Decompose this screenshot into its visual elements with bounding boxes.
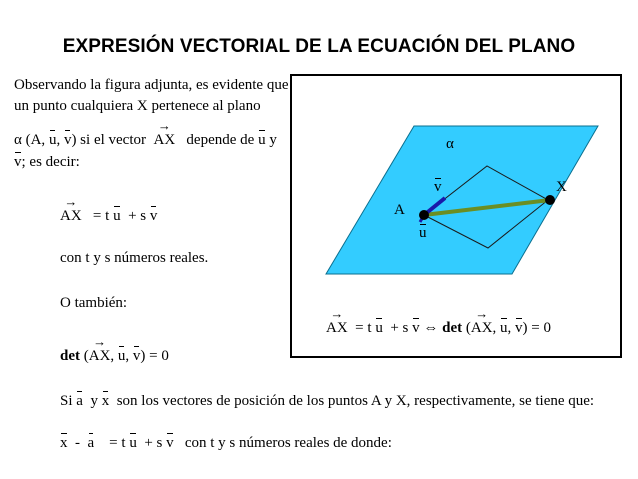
bottom-line-2 xyxy=(60,434,392,452)
vector-v: v xyxy=(63,132,72,148)
plane-alpha xyxy=(326,126,598,274)
label-alpha: α xyxy=(446,136,454,152)
vector-u: u xyxy=(375,320,383,336)
intro-line-3: α (A, u, v) si el vector → AX depende de u y xyxy=(14,131,277,149)
vector-a: a xyxy=(87,435,95,451)
label-a: A xyxy=(394,202,405,218)
vector-v: v xyxy=(412,320,420,336)
vector-ax: → AX xyxy=(326,319,348,337)
label-v: v xyxy=(434,179,442,195)
intro-line-3-mid: ) si el vector xyxy=(71,132,146,148)
also-text: O también: xyxy=(60,295,128,311)
vector-ax: → AX xyxy=(154,131,176,149)
bottom-y: y xyxy=(90,393,98,409)
vector-ax: → AX xyxy=(60,207,82,225)
bottom-plus: + s xyxy=(144,435,163,451)
intro-line-3-prefix: α (A, xyxy=(14,132,49,148)
det-zero: ) = 0 xyxy=(140,348,169,364)
vector-u: u xyxy=(48,132,57,148)
bottom-line-1 xyxy=(60,392,594,410)
fig-eq-plus: + s xyxy=(390,320,409,336)
vector-a: a xyxy=(76,393,83,409)
vector-u: u xyxy=(113,208,121,224)
intro-line-3-suffix: depende de xyxy=(186,132,255,148)
bottom-si: Si xyxy=(60,393,73,409)
page-title: EXPRESIÓN VECTORIAL DE LA ECUACIÓN DEL PLANO xyxy=(62,36,576,57)
label-u: u xyxy=(419,225,427,241)
vector-ax: → AX xyxy=(471,319,493,337)
vector-u: u xyxy=(500,320,508,336)
label-x: X xyxy=(556,179,567,195)
point-x xyxy=(545,195,555,205)
det-label: det xyxy=(442,320,463,336)
determinant-equation: det (→ AX, u, v) = 0 xyxy=(60,347,169,365)
det-label: det xyxy=(60,348,80,364)
vector-u: u xyxy=(258,132,266,148)
point-a xyxy=(419,210,429,220)
intro-line-4-suffix: ; es decir: xyxy=(21,154,80,170)
vector-x: x xyxy=(60,435,68,451)
minus-sign: - xyxy=(75,435,80,451)
vector-v: v xyxy=(149,208,158,224)
eq1-plus: + s xyxy=(128,208,147,224)
bottom-eq: = t xyxy=(109,435,126,451)
vector-ax: → AX xyxy=(89,347,111,365)
vector-x: x xyxy=(101,393,110,409)
eq1-mid: = t xyxy=(92,208,110,224)
vector-v: v xyxy=(515,320,523,336)
fig-eq-mid: = t xyxy=(355,320,372,336)
plane-figure xyxy=(290,74,622,358)
intro-line-4 xyxy=(14,153,80,171)
bottom-line-1-text: son los vectores de posición de los puntos A y X, respectivamente, se tiene que: xyxy=(116,393,595,409)
vector-v: v xyxy=(166,435,174,451)
intro-line-1: Observando la figura adjunta, es evidente que xyxy=(14,77,289,93)
real-numbers-text: con t y s números reales. xyxy=(60,250,209,266)
vector-v: v xyxy=(132,348,141,364)
figure-equation: → AX = t u + s v ⇔ det (→ AX, u, v) = 0 xyxy=(326,319,551,337)
bottom-line-2-tail: con t y s números reales de donde: xyxy=(184,435,392,451)
equation-ax xyxy=(60,207,157,225)
vector-v: v xyxy=(14,154,22,170)
fig-det-zero: ) = 0 xyxy=(522,320,551,336)
intro-line-2: un punto cualquiera X pertenece al plano xyxy=(14,98,261,114)
vector-u: u xyxy=(129,435,137,451)
vector-u: u xyxy=(117,348,126,364)
